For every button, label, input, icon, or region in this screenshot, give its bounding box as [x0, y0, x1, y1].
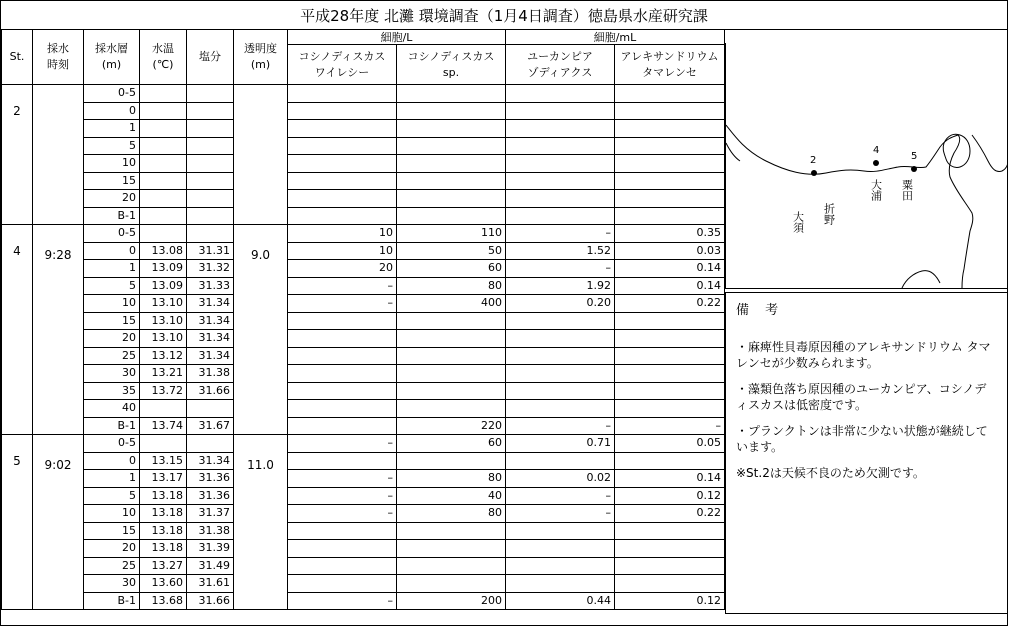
species-1-count — [288, 120, 397, 138]
species-2-count — [397, 207, 506, 225]
species-1-count — [288, 540, 397, 558]
table-row — [2, 260, 725, 278]
species-3-count — [506, 207, 615, 225]
sampling-layer: 15 — [84, 172, 140, 190]
species-3-count — [506, 575, 615, 593]
water-temp: 13.10 — [140, 330, 187, 348]
water-temp: 13.09 — [140, 277, 187, 295]
water-temp — [140, 190, 187, 208]
water-temp — [140, 102, 187, 120]
species-3-count — [506, 85, 615, 103]
table-row — [2, 365, 725, 383]
sampling-layer: 40 — [84, 400, 140, 418]
table-row — [2, 575, 725, 593]
species-1-count: 10 — [288, 225, 397, 243]
species-4-count: 0.12 — [615, 487, 725, 505]
sampling-layer: 25 — [84, 557, 140, 575]
species-1-count: – — [288, 295, 397, 313]
place-label-awata: 粟田 — [900, 179, 914, 201]
station-2-label: 2 — [810, 155, 817, 166]
species-1-count — [288, 85, 397, 103]
species-2-count: 110 — [397, 225, 506, 243]
species-4-count — [615, 365, 725, 383]
species-4-count — [615, 522, 725, 540]
sampling-layer: 25 — [84, 347, 140, 365]
table-row — [2, 85, 725, 103]
coastline-west — [726, 143, 740, 161]
species-4-count: – — [615, 417, 725, 435]
survey-table — [1, 29, 725, 610]
station-4-label: 4 — [873, 145, 880, 156]
sampling-layer: 5 — [84, 487, 140, 505]
species-1-count — [288, 172, 397, 190]
header-species-4: アレキサンドリウム タマレンセ — [615, 45, 725, 85]
salinity: 31.49 — [187, 557, 234, 575]
header-salinity: 塩分 — [187, 30, 234, 85]
table-row — [2, 295, 725, 313]
species-2-count — [397, 102, 506, 120]
salinity: 31.34 — [187, 330, 234, 348]
header-species-2: コシノディスカス sp. — [397, 45, 506, 85]
salinity: 31.33 — [187, 277, 234, 295]
species-1-count — [288, 575, 397, 593]
species-1-count — [288, 400, 397, 418]
table-row — [2, 225, 725, 243]
species-3-count — [506, 452, 615, 470]
species-1-count: 10 — [288, 242, 397, 260]
remarks-panel — [725, 292, 1008, 614]
species-4-count — [615, 102, 725, 120]
salinity — [187, 172, 234, 190]
water-temp: 13.09 — [140, 260, 187, 278]
species-2-count — [397, 155, 506, 173]
salinity: 31.32 — [187, 260, 234, 278]
salinity: 31.31 — [187, 242, 234, 260]
sampling-layer: 15 — [84, 522, 140, 540]
water-temp — [140, 155, 187, 173]
coastline-lower — [902, 271, 940, 288]
species-1-count — [288, 312, 397, 330]
species-2-count — [397, 330, 506, 348]
species-2-count — [397, 120, 506, 138]
species-4-count — [615, 85, 725, 103]
table-row — [2, 557, 725, 575]
remark-item-1: ・麻痺性貝毒原因種のアレキサンドリウム タマレンセが少数みられます。 — [736, 340, 991, 370]
table-row — [2, 592, 725, 610]
species-4-count: 0.35 — [615, 225, 725, 243]
remarks-heading: 備 考 — [736, 303, 785, 318]
sampling-time: 9:02 — [33, 435, 84, 610]
species-2-count: 80 — [397, 505, 506, 523]
water-temp: 13.18 — [140, 522, 187, 540]
salinity — [187, 400, 234, 418]
water-temp: 13.74 — [140, 417, 187, 435]
species-2-count: 400 — [397, 295, 506, 313]
species-4-count — [615, 452, 725, 470]
water-temp: 13.18 — [140, 540, 187, 558]
table-row — [2, 382, 725, 400]
species-1-count — [288, 102, 397, 120]
species-2-count — [397, 312, 506, 330]
sampling-layer: 0 — [84, 452, 140, 470]
sampling-layer: B-1 — [84, 417, 140, 435]
species-4-count — [615, 557, 725, 575]
species-3-count: 1.52 — [506, 242, 615, 260]
species-1-count — [288, 365, 397, 383]
species-1-count — [288, 137, 397, 155]
salinity: 31.34 — [187, 452, 234, 470]
water-temp: 13.68 — [140, 592, 187, 610]
header-temp: 水温 (℃) — [140, 30, 187, 85]
table-row — [2, 155, 725, 173]
sampling-layer: 0 — [84, 102, 140, 120]
species-4-count: 0.12 — [615, 592, 725, 610]
species-1-count — [288, 330, 397, 348]
salinity: 31.37 — [187, 505, 234, 523]
species-2-count: 200 — [397, 592, 506, 610]
species-3-count — [506, 382, 615, 400]
species-4-count: 0.03 — [615, 242, 725, 260]
water-temp — [140, 137, 187, 155]
species-1-count: – — [288, 505, 397, 523]
sampling-layer: 0-5 — [84, 435, 140, 453]
table-row — [2, 417, 725, 435]
species-1-count — [288, 417, 397, 435]
species-3-count — [506, 522, 615, 540]
table-row — [2, 312, 725, 330]
sampling-layer: 10 — [84, 295, 140, 313]
header-time: 採水 時刻 — [33, 30, 84, 85]
table-row — [2, 540, 725, 558]
salinity: 31.66 — [187, 382, 234, 400]
water-temp: 13.21 — [140, 365, 187, 383]
species-2-count: 220 — [397, 417, 506, 435]
species-2-count: 50 — [397, 242, 506, 260]
transparency: 9.0 — [234, 225, 288, 435]
salinity — [187, 207, 234, 225]
header-cells-per-mL: 細胞/mL — [506, 30, 725, 45]
species-2-count — [397, 522, 506, 540]
table-row — [2, 505, 725, 523]
salinity: 31.34 — [187, 312, 234, 330]
species-3-count — [506, 330, 615, 348]
water-temp — [140, 435, 187, 453]
salinity: 31.36 — [187, 470, 234, 488]
species-2-count — [397, 575, 506, 593]
species-3-count: – — [506, 225, 615, 243]
water-temp — [140, 400, 187, 418]
header-layer: 採水層 (m) — [84, 30, 140, 85]
species-1-count: – — [288, 277, 397, 295]
header-species-1: コシノディスカス ワイレシー — [288, 45, 397, 85]
water-temp: 13.27 — [140, 557, 187, 575]
salinity: 31.66 — [187, 592, 234, 610]
coastline-east — [972, 135, 1008, 172]
salinity: 31.67 — [187, 417, 234, 435]
species-4-count — [615, 172, 725, 190]
species-2-count: 60 — [397, 260, 506, 278]
species-4-count — [615, 312, 725, 330]
sampling-layer: 1 — [84, 120, 140, 138]
species-4-count — [615, 330, 725, 348]
header-cells-per-L: 細胞/L — [288, 30, 506, 45]
species-4-count — [615, 207, 725, 225]
salinity: 31.39 — [187, 540, 234, 558]
salinity: 31.38 — [187, 522, 234, 540]
species-1-count — [288, 207, 397, 225]
species-1-count: – — [288, 592, 397, 610]
header-st: St. — [2, 30, 33, 85]
species-2-count: 80 — [397, 470, 506, 488]
sampling-time — [33, 85, 84, 225]
species-2-count — [397, 382, 506, 400]
water-temp: 13.72 — [140, 382, 187, 400]
survey-table-body — [2, 85, 725, 610]
place-label-orino: 折野 — [822, 203, 836, 225]
table-row — [2, 452, 725, 470]
species-3-count: – — [506, 260, 615, 278]
species-2-count — [397, 365, 506, 383]
species-2-count — [397, 557, 506, 575]
species-2-count — [397, 137, 506, 155]
table-row — [2, 487, 725, 505]
table-row — [2, 172, 725, 190]
water-temp — [140, 85, 187, 103]
sampling-layer: 0-5 — [84, 85, 140, 103]
species-2-count: 60 — [397, 435, 506, 453]
species-4-count — [615, 382, 725, 400]
species-3-count: – — [506, 505, 615, 523]
sampling-layer: B-1 — [84, 592, 140, 610]
species-3-count: 0.71 — [506, 435, 615, 453]
water-temp: 13.60 — [140, 575, 187, 593]
salinity — [187, 102, 234, 120]
sampling-layer: 0-5 — [84, 225, 140, 243]
sampling-layer: 30 — [84, 365, 140, 383]
table-row — [2, 522, 725, 540]
species-4-count: 0.14 — [615, 260, 725, 278]
species-3-count — [506, 120, 615, 138]
species-3-count — [506, 190, 615, 208]
species-4-count — [615, 120, 725, 138]
species-3-count — [506, 137, 615, 155]
table-row — [2, 242, 725, 260]
place-label-osu: 大須 — [791, 211, 805, 233]
table-row — [2, 470, 725, 488]
species-3-count: – — [506, 487, 615, 505]
salinity — [187, 435, 234, 453]
transparency — [234, 85, 288, 225]
salinity: 31.34 — [187, 347, 234, 365]
sampling-layer: B-1 — [84, 207, 140, 225]
water-temp: 13.15 — [140, 452, 187, 470]
species-3-count — [506, 347, 615, 365]
species-3-count: 0.02 — [506, 470, 615, 488]
species-1-count — [288, 155, 397, 173]
coastline — [726, 125, 973, 288]
sampling-layer: 35 — [84, 382, 140, 400]
salinity — [187, 137, 234, 155]
species-1-count: – — [288, 435, 397, 453]
sampling-layer: 5 — [84, 277, 140, 295]
species-4-count — [615, 575, 725, 593]
species-4-count — [615, 190, 725, 208]
place-label-oura: 大浦 — [869, 179, 883, 201]
table-row — [2, 277, 725, 295]
species-4-count — [615, 540, 725, 558]
sampling-layer: 20 — [84, 540, 140, 558]
sampling-layer: 30 — [84, 575, 140, 593]
species-1-count: 20 — [288, 260, 397, 278]
species-4-count: 0.22 — [615, 505, 725, 523]
station-id: 4 — [2, 225, 33, 435]
salinity — [187, 225, 234, 243]
report-title: 平成28年度 北灘 環境調査（1月4日調査）徳島県水産研究課 — [1, 1, 1007, 30]
table-row — [2, 207, 725, 225]
water-temp: 13.18 — [140, 505, 187, 523]
species-3-count — [506, 102, 615, 120]
table-row — [2, 120, 725, 138]
species-1-count — [288, 347, 397, 365]
salinity: 31.34 — [187, 295, 234, 313]
water-temp: 13.10 — [140, 312, 187, 330]
species-3-count: – — [506, 417, 615, 435]
species-2-count — [397, 347, 506, 365]
species-2-count — [397, 540, 506, 558]
species-4-count: 0.05 — [615, 435, 725, 453]
water-temp: 13.12 — [140, 347, 187, 365]
species-1-count — [288, 452, 397, 470]
species-2-count: 80 — [397, 277, 506, 295]
station-5-label: 5 — [911, 151, 918, 162]
water-temp: 13.18 — [140, 487, 187, 505]
station-5-marker — [911, 166, 917, 172]
sampling-layer: 1 — [84, 260, 140, 278]
sampling-layer: 10 — [84, 155, 140, 173]
table-row — [2, 102, 725, 120]
salinity — [187, 120, 234, 138]
sampling-layer: 5 — [84, 137, 140, 155]
salinity: 31.36 — [187, 487, 234, 505]
species-1-count — [288, 382, 397, 400]
species-1-count: – — [288, 487, 397, 505]
salinity — [187, 85, 234, 103]
table-row — [2, 137, 725, 155]
water-temp: 13.10 — [140, 295, 187, 313]
species-4-count: 0.14 — [615, 277, 725, 295]
sampling-layer: 0 — [84, 242, 140, 260]
species-3-count: 0.44 — [506, 592, 615, 610]
species-3-count — [506, 400, 615, 418]
species-2-count — [397, 452, 506, 470]
species-4-count — [615, 155, 725, 173]
species-4-count — [615, 400, 725, 418]
table-row — [2, 400, 725, 418]
salinity: 31.61 — [187, 575, 234, 593]
species-3-count — [506, 557, 615, 575]
species-4-count — [615, 137, 725, 155]
species-2-count — [397, 172, 506, 190]
sampling-layer: 20 — [84, 190, 140, 208]
species-3-count: 0.20 — [506, 295, 615, 313]
station-map — [725, 43, 1008, 289]
table-row — [2, 190, 725, 208]
species-1-count — [288, 522, 397, 540]
remark-item-4: ※St.2は天候不良のため欠測です。 — [736, 466, 925, 480]
sampling-layer: 15 — [84, 312, 140, 330]
table-row — [2, 435, 725, 453]
station-id: 5 — [2, 435, 33, 610]
species-2-count — [397, 190, 506, 208]
species-1-count: – — [288, 470, 397, 488]
salinity: 31.38 — [187, 365, 234, 383]
species-1-count — [288, 190, 397, 208]
water-temp: 13.08 — [140, 242, 187, 260]
species-2-count — [397, 85, 506, 103]
species-3-count — [506, 172, 615, 190]
salinity — [187, 190, 234, 208]
island — [943, 134, 970, 167]
header-transparency: 透明度 (m) — [234, 30, 288, 85]
coastline-map — [726, 43, 1008, 288]
species-4-count: 0.22 — [615, 295, 725, 313]
species-1-count — [288, 557, 397, 575]
species-3-count — [506, 540, 615, 558]
species-3-count: 1.92 — [506, 277, 615, 295]
table-row — [2, 347, 725, 365]
species-4-count: 0.14 — [615, 470, 725, 488]
remark-item-2: ・藻類色落ち原因種のユーカンピア、コシノディスカスは低密度です。 — [736, 382, 987, 412]
species-2-count — [397, 400, 506, 418]
water-temp: 13.17 — [140, 470, 187, 488]
species-2-count: 40 — [397, 487, 506, 505]
remark-item-3: ・プランクトンは非常に少ない状態が継続しています。 — [736, 424, 988, 454]
water-temp — [140, 172, 187, 190]
station-id: 2 — [2, 85, 33, 225]
station-4-marker — [873, 160, 879, 166]
water-temp — [140, 120, 187, 138]
sampling-layer: 10 — [84, 505, 140, 523]
station-2-marker — [811, 170, 817, 176]
table-row — [2, 330, 725, 348]
species-3-count — [506, 365, 615, 383]
sampling-layer: 20 — [84, 330, 140, 348]
header-species-3: ユーカンピア ゾディアクス — [506, 45, 615, 85]
water-temp — [140, 225, 187, 243]
transparency: 11.0 — [234, 435, 288, 610]
salinity — [187, 155, 234, 173]
species-4-count — [615, 347, 725, 365]
water-temp — [140, 207, 187, 225]
species-3-count — [506, 312, 615, 330]
sampling-time: 9:28 — [33, 225, 84, 435]
sampling-layer: 1 — [84, 470, 140, 488]
species-3-count — [506, 155, 615, 173]
